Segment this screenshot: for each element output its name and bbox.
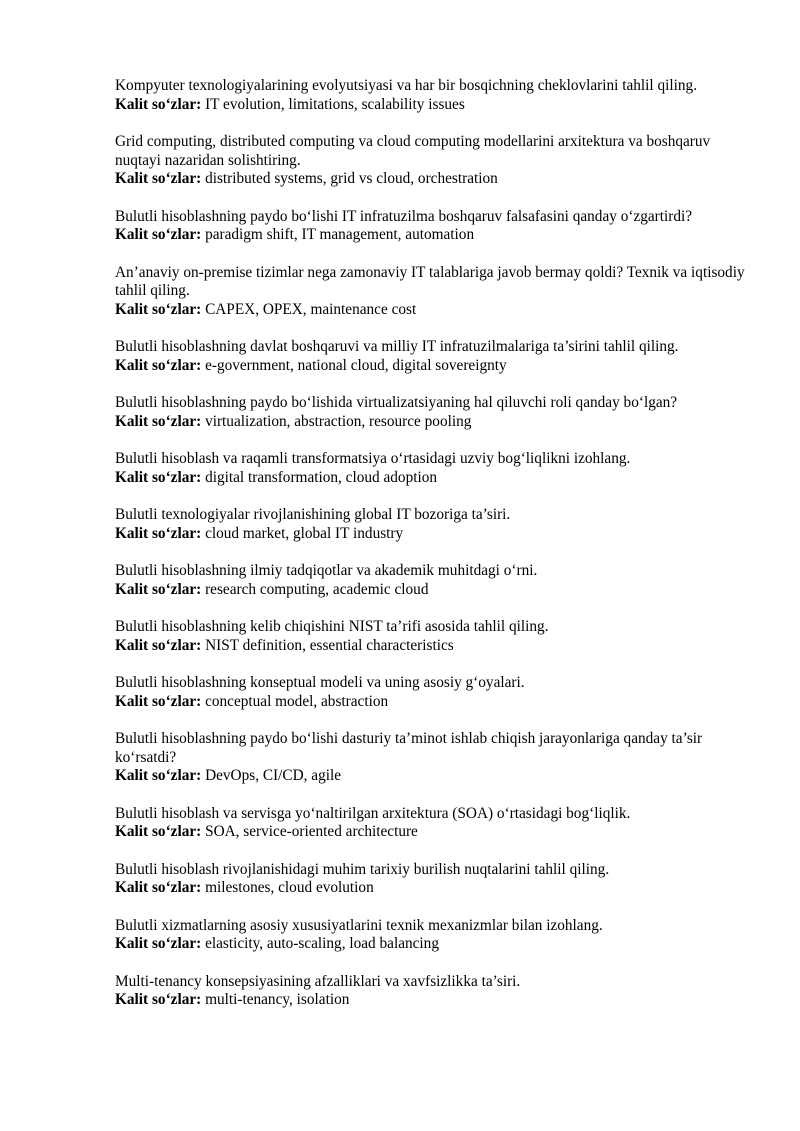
question-text: Bulutli hisoblashning ilmiy tadqiqotlar va akademik muhitdagi o‘rni.: [115, 562, 538, 579]
question-item-10: [115, 618, 755, 655]
question-item-11: [115, 674, 755, 711]
keywords-line: [115, 935, 755, 954]
keywords-text: conceptual model, abstraction: [205, 692, 389, 710]
keywords-label: Kalit so‘zlar:: [115, 524, 202, 542]
question-item-12: [115, 730, 755, 786]
keywords-text: milestones, cloud evolution: [205, 879, 374, 896]
keywords-text: digital transformation, cloud adoption: [205, 468, 438, 486]
keywords-label: Kalit so‘zlar:: [115, 935, 202, 952]
keywords-label: Kalit so‘zlar:: [115, 95, 202, 113]
question-item-2: [115, 133, 755, 189]
keywords-line: [115, 581, 755, 600]
keywords-line: [115, 357, 755, 376]
keywords-text: DevOps, CI/CD, agile: [205, 767, 342, 784]
keywords-line: [115, 96, 755, 115]
keywords-label: Kalit so‘zlar:: [115, 636, 202, 654]
keywords-label: Kalit so‘zlar:: [115, 692, 202, 710]
keywords-label: Kalit so‘zlar:: [115, 879, 202, 896]
keywords-line: [115, 170, 755, 189]
keywords-line: [115, 637, 755, 656]
keywords-label: Kalit so‘zlar:: [115, 300, 202, 318]
keywords-text: CAPEX, OPEX, maintenance cost: [205, 300, 417, 318]
question-text: Kompyuter texnologiyalarining evolyutsiyasi va har bir bosqichning cheklovlarini tahlil qiling.: [115, 77, 698, 94]
keywords-label: Kalit so‘zlar:: [115, 226, 202, 243]
keywords-label: Kalit so‘zlar:: [115, 823, 202, 840]
question-item-9: [115, 562, 755, 599]
keywords-text: distributed systems, grid vs cloud, orchestration: [205, 170, 498, 187]
question-item-13: [115, 805, 755, 842]
question-text: Bulutli hisoblashning paydo bo‘lishi dasturiy ta’minot ishlab chiqish jarayonlariga qanday ta’sir ko‘rsatdi?: [115, 730, 703, 766]
keywords-line: [115, 991, 755, 1010]
keywords-text: multi-tenancy, isolation: [205, 991, 350, 1008]
question-text: Bulutli hisoblashning konseptual modeli va uning asosiy g‘oyalari.: [115, 674, 525, 691]
question-item-4: [115, 264, 755, 320]
keywords-text: research computing, academic cloud: [205, 580, 429, 598]
question-text: Bulutli hisoblashning paydo bo‘lishida virtualizatsiyaning hal qiluvchi roli qanday bo‘lgan?: [115, 394, 678, 411]
keywords-text: SOA, service-oriented architecture: [205, 823, 418, 840]
keywords-text: elasticity, auto-scaling, load balancing: [205, 935, 439, 952]
keywords-line: [115, 469, 755, 488]
question-text: Bulutli hisoblashning davlat boshqaruvi va milliy IT infratuzilmalariga ta’sirini tahlil qiling.: [115, 338, 679, 355]
keywords-label: Kalit so‘zlar:: [115, 412, 202, 430]
question-text: Bulutli hisoblash va servisga yo‘naltirilgan arxitektura (SOA) o‘rtasidagi bog‘liqlik.: [115, 804, 631, 822]
document-body: [115, 77, 755, 1029]
question-item-7: [115, 450, 755, 487]
question-text: Bulutli hisoblashning kelib chiqishini NIST ta’rifi asosida tahlil qiling.: [115, 618, 549, 635]
question-text: Bulutli hisoblashning paydo bo‘lishi IT infratuzilma boshqaruv falsafasini qanday o‘zgartirdi?: [115, 207, 693, 225]
question-item-6: [115, 394, 755, 431]
keywords-label: Kalit so‘zlar:: [115, 356, 202, 374]
question-text: Bulutli xizmatlarning asosiy xususiyatlarini texnik mexanizmlar bilan izohlang.: [115, 916, 603, 934]
keywords-text: virtualization, abstraction, resource pooling: [205, 412, 472, 430]
keywords-line: [115, 413, 755, 432]
keywords-label: Kalit so‘zlar:: [115, 767, 202, 784]
keywords-label: Kalit so‘zlar:: [115, 468, 202, 486]
question-item-8: [115, 506, 755, 543]
keywords-text: cloud market, global IT industry: [205, 524, 404, 542]
question-text: Bulutli texnologiyalar rivojlanishining global IT bozoriga ta’siri.: [115, 506, 511, 523]
keywords-text: e-government, national cloud, digital sovereignty: [205, 356, 507, 374]
keywords-line: [115, 525, 755, 544]
question-text: Bulutli hisoblash va raqamli transformatsiya o‘rtasidagi uzviy bog‘liqlikni izohlang.: [115, 450, 631, 467]
question-text: Bulutli hisoblash rivojlanishidagi muhim tarixiy burilish nuqtalarini tahlil qiling.: [115, 860, 610, 878]
question-item-15: [115, 917, 755, 954]
question-item-5: [115, 338, 755, 375]
keywords-text: IT evolution, limitations, scalability issues: [205, 95, 465, 113]
question-text: An’anaviy on-premise tizimlar nega zamonaviy IT talablariga javob bermay qoldi? Texnik va iqtisodiy tahlil qiling.: [115, 263, 745, 299]
keywords-label: Kalit so‘zlar:: [115, 580, 202, 598]
keywords-line: [115, 879, 755, 898]
keywords-line: [115, 767, 755, 786]
keywords-line: [115, 693, 755, 712]
keywords-text: NIST definition, essential characteristics: [205, 636, 454, 654]
question-text: Grid computing, distributed computing va cloud computing modellarini arxitektura va boshqaruv nuqtayi nazaridan solishtiring.: [115, 133, 711, 169]
keywords-line: [115, 301, 755, 320]
question-text: Multi-tenancy konsepsiyasining afzalliklari va xavfsizlikka ta’siri.: [115, 972, 521, 990]
keywords-line: [115, 823, 755, 842]
keywords-text: paradigm shift, IT management, automation: [205, 226, 475, 243]
question-item-16: [115, 973, 755, 1010]
question-item-14: [115, 861, 755, 898]
keywords-label: Kalit so‘zlar:: [115, 991, 202, 1008]
keywords-label: Kalit so‘zlar:: [115, 170, 202, 187]
question-item-3: [115, 208, 755, 245]
question-item-1: [115, 77, 755, 114]
keywords-line: [115, 226, 755, 245]
